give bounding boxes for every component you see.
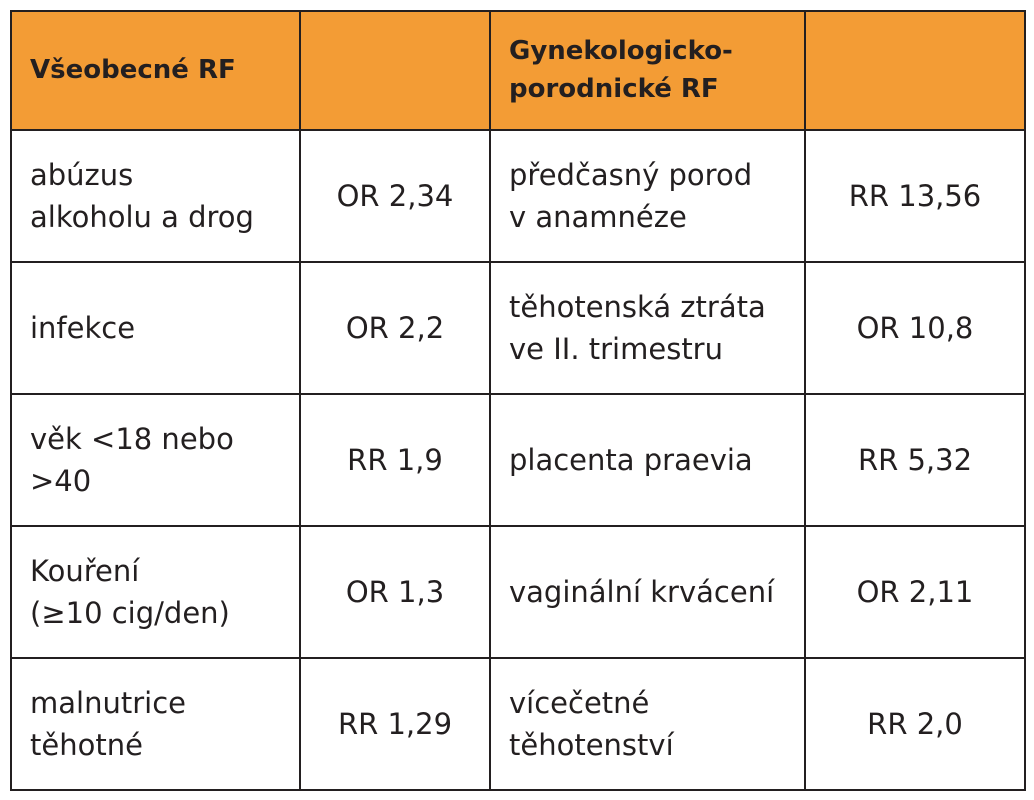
obstetric-factor-text: vaginální krvácení [509, 574, 775, 609]
header-obstetric-rf-label: Gynekologicko- porodnické RF [509, 35, 733, 104]
obstetric-factor-cell [490, 262, 805, 394]
obstetric-value-text: RR 5,32 [857, 442, 973, 477]
general-factor-text: malnutrice těhotné [30, 685, 186, 762]
general-factor-cell [11, 526, 300, 658]
table-row [11, 130, 1025, 262]
general-value-text: OR 1,3 [345, 574, 445, 609]
obstetric-factor-text: vícečetné těhotenství [509, 685, 674, 762]
table-row [11, 658, 1025, 790]
obstetric-factor-cell [490, 394, 805, 526]
general-factor-cell [11, 394, 300, 526]
obstetric-factor-text: předčasný porod v anamnéze [509, 157, 753, 234]
general-value-cell [300, 394, 490, 526]
table-body [11, 130, 1025, 790]
general-value-text: RR 1,9 [347, 442, 443, 477]
obstetric-value-text: OR 2,11 [856, 574, 974, 609]
general-value-cell [300, 658, 490, 790]
obstetric-factor-cell [490, 130, 805, 262]
general-value-cell [300, 526, 490, 658]
general-value-text: RR 1,29 [337, 706, 453, 741]
general-factor-cell [11, 130, 300, 262]
obstetric-value-cell [805, 130, 1025, 262]
header-general-value [300, 11, 490, 130]
obstetric-value-cell [805, 526, 1025, 658]
general-value-cell [300, 130, 490, 262]
obstetric-value-text: RR 2,0 [867, 706, 963, 741]
header-obstetric-value [805, 11, 1025, 130]
table-row [11, 262, 1025, 394]
header-row [11, 11, 1025, 130]
header-obstetric-rf [490, 11, 805, 130]
general-value-text: OR 2,34 [336, 178, 454, 213]
general-factor-text: věk <18 nebo >40 [30, 421, 234, 498]
obstetric-factor-cell [490, 658, 805, 790]
header-general-rf-label: Všeobecné RF [30, 54, 236, 85]
table-header [11, 11, 1025, 130]
general-value-text: OR 2,2 [345, 310, 445, 345]
obstetric-value-text: RR 13,56 [848, 178, 982, 213]
general-factor-cell [11, 658, 300, 790]
obstetric-factor-text: těhotenská ztráta ve II. trimestru [509, 289, 766, 366]
general-factor-text: abúzus alkoholu a drog [30, 157, 254, 234]
obstetric-value-cell [805, 394, 1025, 526]
general-factor-text: Kouření (≥10 cig/den) [30, 553, 230, 630]
obstetric-factor-cell [490, 526, 805, 658]
general-value-cell [300, 262, 490, 394]
obstetric-value-text: OR 10,8 [856, 310, 974, 345]
obstetric-value-cell [805, 262, 1025, 394]
table-row [11, 526, 1025, 658]
header-general-rf [11, 11, 300, 130]
general-factor-text: infekce [30, 310, 136, 345]
risk-factor-table [10, 10, 1026, 791]
general-factor-cell [11, 262, 300, 394]
table-row [11, 394, 1025, 526]
obstetric-factor-text: placenta praevia [509, 442, 753, 477]
obstetric-value-cell [805, 658, 1025, 790]
